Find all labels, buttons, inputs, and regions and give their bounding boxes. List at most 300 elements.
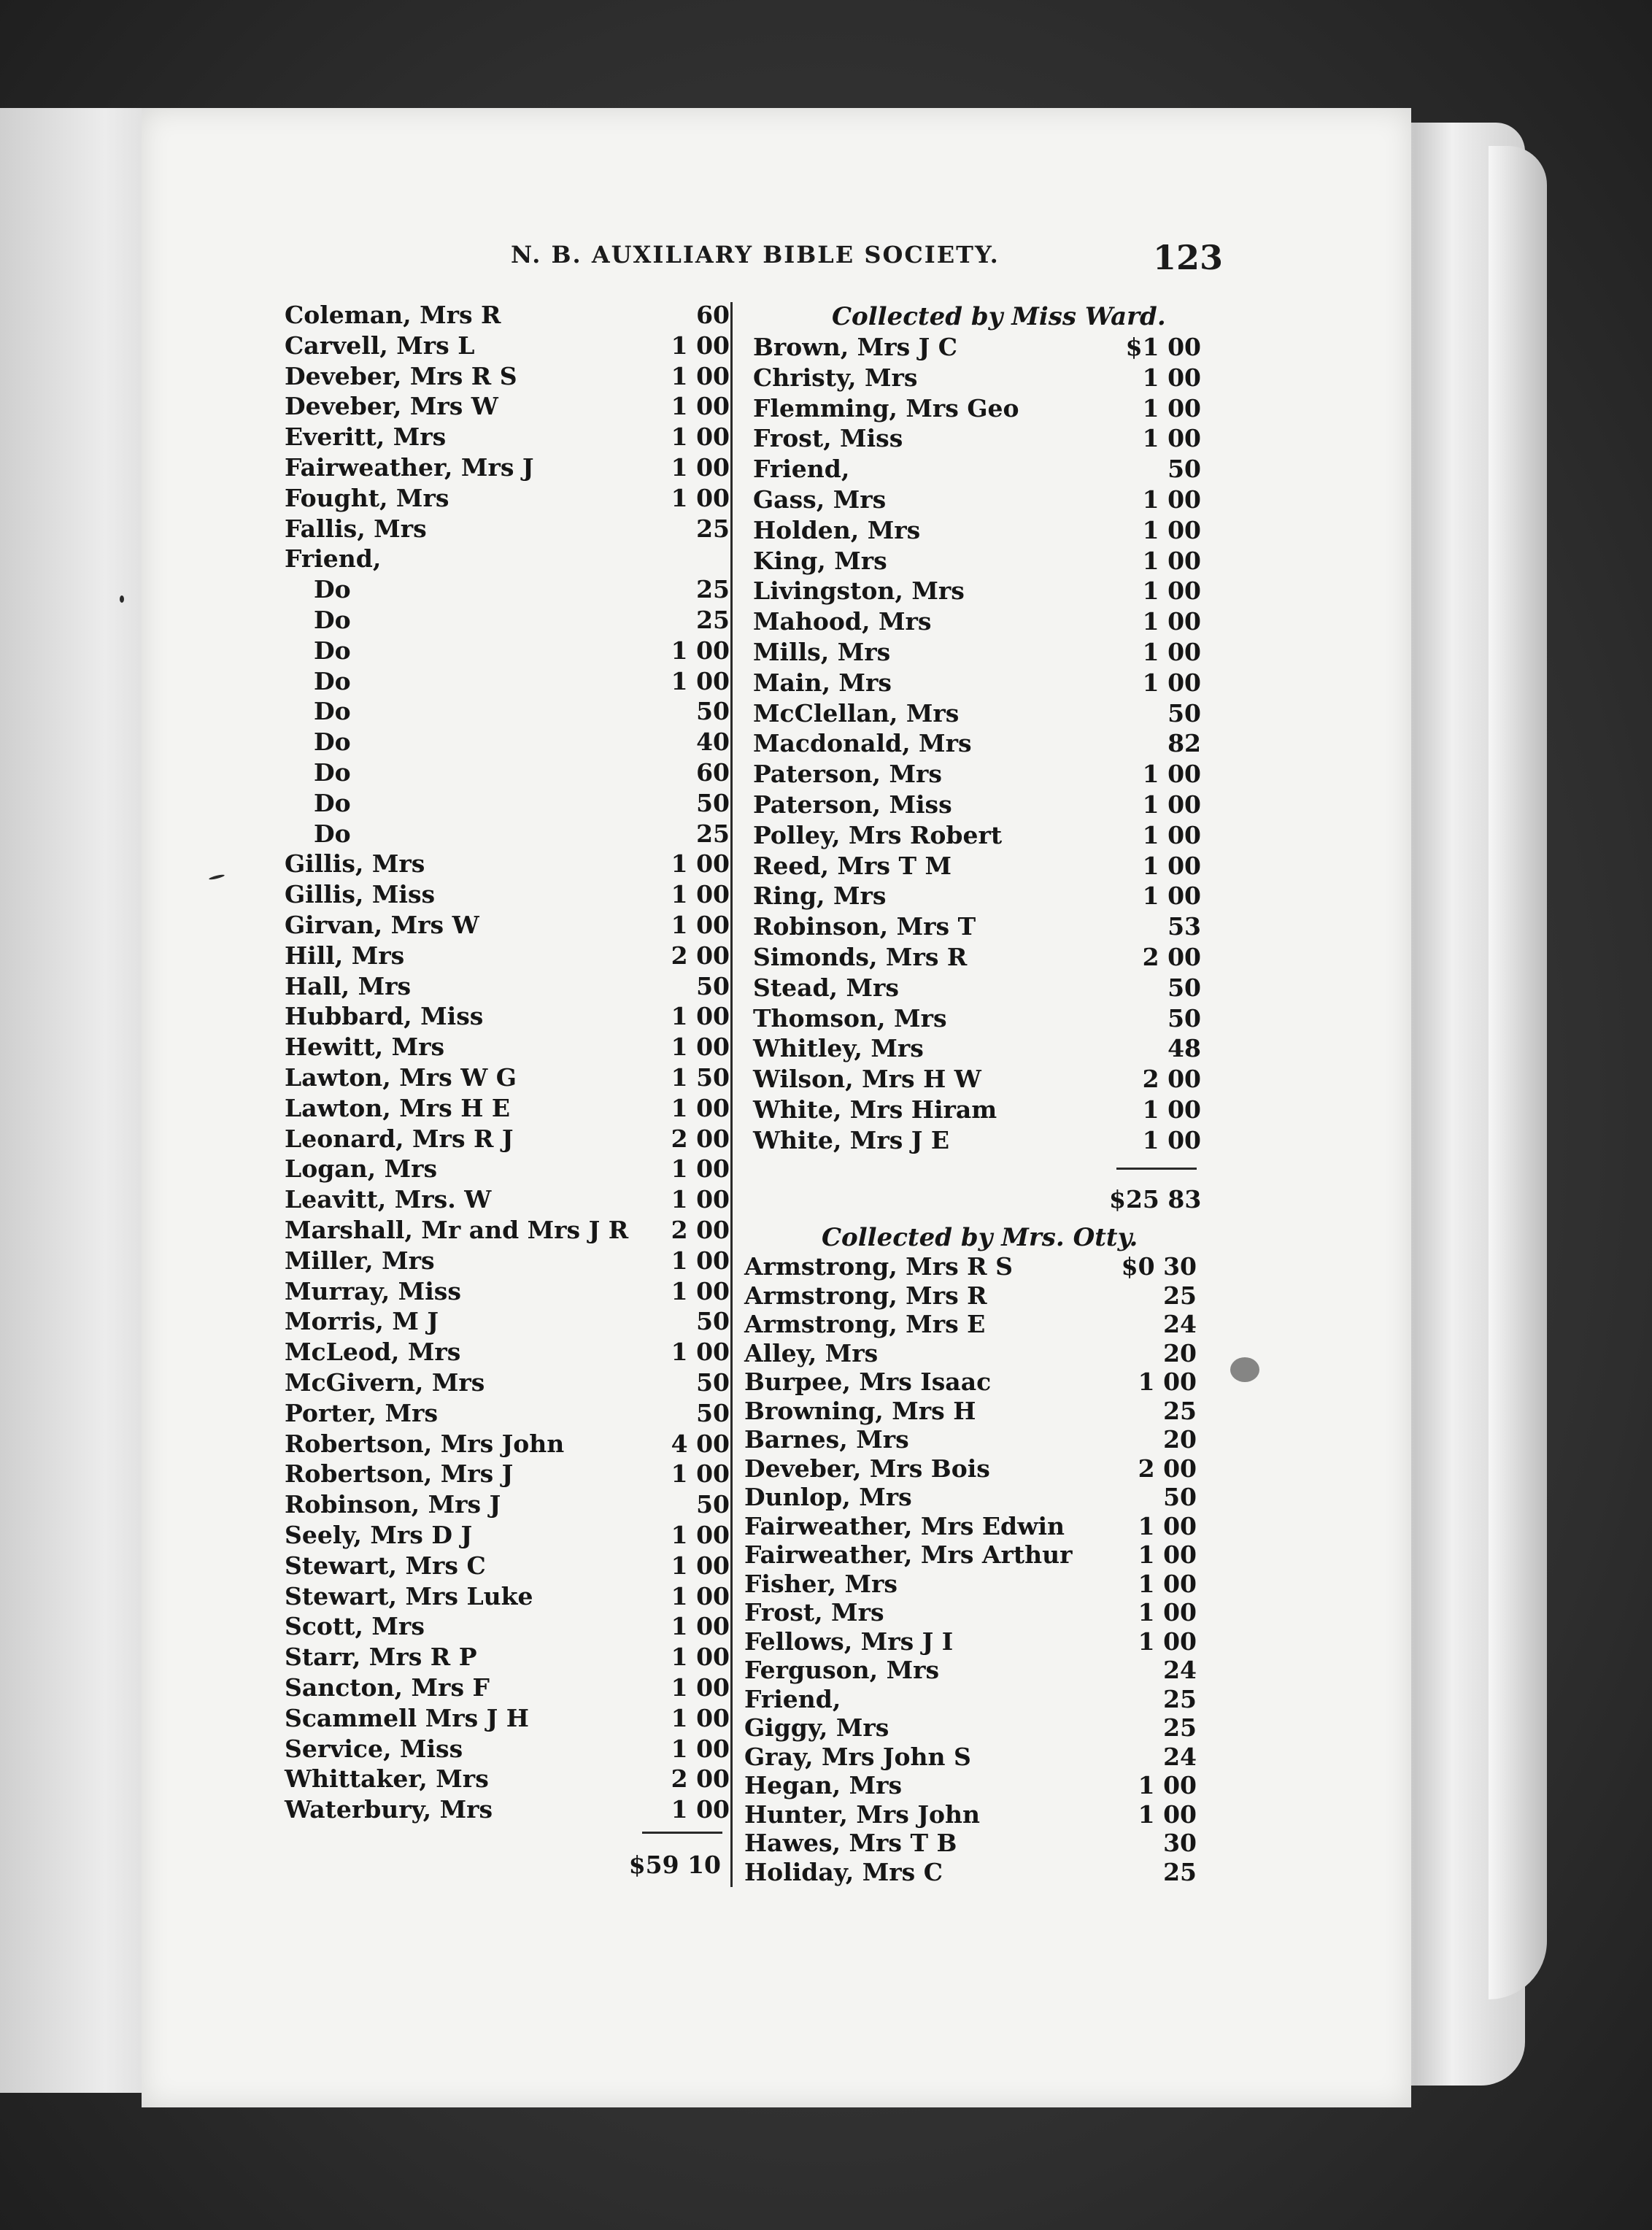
amount: 1 00	[671, 1795, 730, 1824]
ledger-row	[744, 1627, 1197, 1656]
amount: 60	[696, 758, 730, 787]
amount: 1 00	[671, 1002, 730, 1030]
ledger-row	[285, 1612, 730, 1641]
ledger-row	[285, 1795, 730, 1824]
amount: 20	[1163, 1425, 1197, 1454]
amount: 1 00	[1138, 1598, 1197, 1627]
amount: 1 00	[671, 1582, 730, 1610]
amount: 25	[1163, 1685, 1197, 1713]
ledger-row	[744, 1743, 1197, 1772]
ledger-row	[285, 1704, 730, 1733]
amount: 25	[1163, 1397, 1197, 1425]
contributor-name: Fought, Mrs	[285, 484, 449, 512]
ledger-row	[285, 1094, 730, 1123]
ledger-row	[744, 1483, 1197, 1512]
ledger-row	[753, 729, 1201, 758]
contributor-name: Hegan, Mrs	[744, 1771, 903, 1799]
ledger-row	[314, 606, 730, 635]
contributor-name: Fellows, Mrs J I	[744, 1627, 954, 1656]
contributor-name: Gray, Mrs John S	[744, 1743, 971, 1771]
ledger-row	[753, 363, 1201, 393]
ledger-row	[314, 728, 730, 757]
ledger-row	[285, 1002, 730, 1031]
amount: 1 00	[671, 392, 730, 420]
contributor-name: Christy, Mrs	[753, 363, 918, 392]
amount: 25	[696, 606, 730, 634]
ward-total-rule	[1116, 1168, 1197, 1170]
contributor-name: Paterson, Mrs	[753, 760, 942, 788]
amount: 1 00	[671, 1673, 730, 1702]
contributor-name: Gillis, Miss	[285, 880, 436, 908]
amount: 25	[1163, 1858, 1197, 1886]
amount: 24	[1163, 1743, 1197, 1771]
ledger-row	[285, 1063, 730, 1092]
contributor-name: Mills, Mrs	[753, 638, 891, 666]
ledger-row	[744, 1367, 1197, 1397]
ledger-row	[285, 1673, 730, 1702]
ledger-row	[744, 1858, 1197, 1887]
ledger-row	[744, 1252, 1197, 1281]
amount: 1 00	[671, 1154, 730, 1183]
left-total-rule	[642, 1832, 722, 1834]
contributor-name: Deveber, Mrs R S	[285, 362, 517, 390]
ledger-row	[285, 1277, 730, 1306]
ledger-row	[753, 1095, 1201, 1124]
ledger-row	[285, 1124, 730, 1154]
amount: 1 00	[1142, 790, 1201, 819]
ledger-row	[314, 636, 730, 665]
running-header: N. B. AUXILIARY BIBLE SOCIETY.	[511, 241, 1000, 269]
contributor-name: Flemming, Mrs Geo	[753, 394, 1019, 423]
contributor-name: Marshall, Mr and Mrs J R	[285, 1216, 629, 1244]
ledger-row	[753, 760, 1201, 789]
ledger-row	[285, 1643, 730, 1672]
contributor-name: Hunter, Mrs John	[744, 1800, 980, 1829]
contributor-name: Giggy, Mrs	[744, 1713, 889, 1742]
contributor-name: Friend,	[744, 1685, 841, 1713]
contributor-name: Murray, Miss	[285, 1277, 461, 1305]
ledger-row	[285, 1430, 730, 1459]
amount: 1 00	[1142, 547, 1201, 575]
ledger-row	[314, 819, 730, 849]
contributor-name: Everitt, Mrs	[285, 423, 447, 451]
amount: 1 00	[1142, 1126, 1201, 1154]
ledger-row	[744, 1540, 1197, 1570]
amount: 2 00	[671, 941, 730, 970]
amount: 2 00	[671, 1764, 730, 1793]
contributor-name: Scammell Mrs J H	[285, 1704, 529, 1732]
ledger-row	[285, 1368, 730, 1397]
ledger-row	[753, 333, 1201, 362]
contributor-name: Armstrong, Mrs R S	[744, 1252, 1013, 1281]
ledger-row	[314, 758, 730, 787]
ledger-row	[285, 1459, 730, 1489]
contributor-name: Deveber, Mrs W	[285, 392, 498, 420]
amount: 25	[696, 575, 730, 603]
contributor-name: Barnes, Mrs	[744, 1425, 909, 1454]
contributor-name: Carvell, Mrs L	[285, 331, 475, 360]
contributor-name: Robertson, Mrs J	[285, 1459, 514, 1488]
ledger-row	[753, 394, 1201, 423]
amount: 1 00	[671, 1277, 730, 1305]
contributor-name: Logan, Mrs	[285, 1154, 438, 1183]
ledger-row	[753, 668, 1201, 698]
amount: 1 00	[671, 1094, 730, 1122]
contributor-name: Stewart, Mrs Luke	[285, 1582, 533, 1610]
amount: 50	[696, 972, 730, 1000]
amount: 1 00	[671, 423, 730, 451]
contributor-name: Stead, Mrs	[753, 973, 899, 1002]
amount: 2 00	[671, 1124, 730, 1153]
contributor-name: Do	[314, 819, 351, 848]
ledger-row	[753, 638, 1201, 667]
ledger-row	[753, 576, 1201, 606]
ledger-row	[285, 1185, 730, 1214]
ledger-row	[753, 943, 1201, 972]
ledger-row	[753, 1034, 1201, 1063]
amount: 1 00	[1142, 576, 1201, 605]
ledger-row	[285, 1399, 730, 1428]
ledger-row	[753, 547, 1201, 576]
ledger-row	[285, 1338, 730, 1367]
amount: 1 00	[1138, 1570, 1197, 1598]
contributor-name: Ring, Mrs	[753, 881, 887, 910]
ledger-row	[285, 392, 730, 421]
otty-heading: Collected by Mrs. Otty.	[822, 1223, 1138, 1252]
amount: 25	[1163, 1281, 1197, 1310]
contributor-name: Burpee, Mrs Isaac	[744, 1367, 992, 1396]
column-divider	[730, 302, 733, 1887]
ledger-row	[285, 514, 730, 544]
contributor-name: Frost, Miss	[753, 424, 903, 452]
contributor-name: Robinson, Mrs T	[753, 912, 976, 941]
contributor-name: White, Mrs J E	[753, 1126, 950, 1154]
amount: 1 00	[1142, 760, 1201, 788]
amount: 82	[1167, 729, 1201, 757]
ledger-row	[753, 485, 1201, 514]
amount: 1 00	[1142, 394, 1201, 423]
amount: 1 00	[671, 362, 730, 390]
page-number: 123	[1153, 238, 1224, 277]
amount: 1 50	[671, 1063, 730, 1092]
amount: $0 30	[1121, 1252, 1197, 1281]
ledger-row	[753, 881, 1201, 911]
left-total: $59 10	[628, 1851, 721, 1879]
contributor-name: Browning, Mrs H	[744, 1397, 976, 1425]
ledger-row	[285, 1033, 730, 1062]
ledger-row	[744, 1829, 1197, 1858]
ledger-row	[744, 1570, 1197, 1599]
contributor-name: Deveber, Mrs Bois	[744, 1454, 990, 1483]
amount: 1 00	[671, 1551, 730, 1580]
ledger-row	[285, 880, 730, 909]
amount: 50	[696, 697, 730, 725]
ledger-row	[314, 667, 730, 696]
contributor-name: Gillis, Mrs	[285, 849, 425, 878]
amount: 30	[1163, 1829, 1197, 1857]
amount: 1 00	[671, 911, 730, 939]
contributor-name: Leonard, Mrs R J	[285, 1124, 514, 1153]
contributor-name: Wilson, Mrs H W	[753, 1065, 981, 1093]
ledger-row	[744, 1656, 1197, 1685]
amount: 1 00	[1142, 424, 1201, 452]
contributor-name: Gass, Mrs	[753, 485, 887, 514]
ledger-row	[744, 1800, 1197, 1829]
amount: 50	[696, 1399, 730, 1427]
contributor-name: McLeod, Mrs	[285, 1338, 461, 1366]
contributor-name: Main, Mrs	[753, 668, 892, 697]
amount: 50	[1167, 455, 1201, 483]
amount: 1 00	[1142, 363, 1201, 392]
ward-heading: Collected by Miss Ward.	[832, 302, 1166, 331]
contributor-name: Fairweather, Mrs J	[285, 453, 534, 482]
contributor-name: Thomson, Mrs	[753, 1004, 947, 1033]
amount: 50	[1167, 699, 1201, 728]
contributor-name: Whittaker, Mrs	[285, 1764, 489, 1793]
contributor-name: Dunlop, Mrs	[744, 1483, 912, 1511]
contributor-name: Do	[314, 758, 351, 787]
amount: 1 00	[1138, 1627, 1197, 1656]
ledger-row	[753, 424, 1201, 453]
ledger-row	[753, 1004, 1201, 1033]
amount: 1 00	[671, 636, 730, 665]
amount: $1 00	[1125, 333, 1201, 361]
contributor-name: Stewart, Mrs C	[285, 1551, 486, 1580]
amount: 1 00	[671, 1033, 730, 1061]
amount: 20	[1163, 1339, 1197, 1367]
amount: 50	[1167, 973, 1201, 1002]
amount: 4 00	[671, 1430, 730, 1458]
contributor-name: Livingston, Mrs	[753, 576, 965, 605]
amount: 1 00	[671, 331, 730, 360]
contributor-name: Hubbard, Miss	[285, 1002, 484, 1030]
contributor-name: Hill, Mrs	[285, 941, 405, 970]
contributor-name: Mahood, Mrs	[753, 607, 932, 636]
ledger-row	[744, 1771, 1197, 1800]
contributor-name: Do	[314, 667, 351, 695]
amount: 1 00	[671, 1643, 730, 1671]
contributor-name: Hewitt, Mrs	[285, 1033, 445, 1061]
contributor-name: Robinson, Mrs J	[285, 1490, 501, 1519]
amount: 1 00	[671, 1246, 730, 1275]
ledger-row	[314, 697, 730, 726]
ledger-row	[753, 607, 1201, 636]
contributor-name: Porter, Mrs	[285, 1399, 439, 1427]
amount: 1 00	[1142, 1095, 1201, 1124]
contributor-name: King, Mrs	[753, 547, 887, 575]
contributor-name: Friend,	[753, 455, 850, 483]
contributor-name: Do	[314, 789, 351, 817]
contributor-name: Scott, Mrs	[285, 1612, 425, 1640]
ledger-row	[285, 941, 730, 971]
amount: 50	[696, 1368, 730, 1397]
ledger-row	[744, 1685, 1197, 1714]
ledger-row	[285, 972, 730, 1001]
amount: 2 00	[1142, 943, 1201, 971]
ledger-row	[753, 516, 1201, 545]
amount: 50	[1163, 1483, 1197, 1511]
amount: 1 00	[671, 880, 730, 908]
ledger-row	[285, 1521, 730, 1550]
amount: 2 00	[1142, 1065, 1201, 1093]
contributor-name: Seely, Mrs D J	[285, 1521, 473, 1549]
amount: 1 00	[671, 1338, 730, 1366]
amount: 50	[696, 789, 730, 817]
contributor-name: Starr, Mrs R P	[285, 1643, 477, 1671]
amount: 1 00	[1142, 852, 1201, 880]
amount: 1 00	[1142, 638, 1201, 666]
contributor-name: McGivern, Mrs	[285, 1368, 485, 1397]
ledger-row	[285, 423, 730, 452]
contributor-name: Do	[314, 697, 351, 725]
ledger-row	[753, 790, 1201, 819]
contributor-name: Friend,	[285, 544, 382, 573]
contributor-name: Polley, Mrs Robert	[753, 821, 1003, 849]
contributor-name: Do	[314, 728, 351, 756]
amount: 1 00	[671, 1612, 730, 1640]
contributor-name: Whitley, Mrs	[753, 1034, 924, 1062]
ledger-row	[753, 973, 1201, 1003]
contributor-name: Fisher, Mrs	[744, 1570, 898, 1598]
ledger-row	[285, 362, 730, 391]
ledger-row	[314, 575, 730, 604]
contributor-name: Macdonald, Mrs	[753, 729, 972, 757]
ledger-row	[744, 1397, 1197, 1426]
amount: 1 00	[1138, 1540, 1197, 1569]
contributor-name: Alley, Mrs	[744, 1339, 879, 1367]
amount: 1 00	[1138, 1800, 1197, 1829]
ledger-row	[285, 301, 730, 330]
contributor-name: Lawton, Mrs W G	[285, 1063, 517, 1092]
ledger-row	[753, 699, 1201, 728]
ledger-row	[285, 1582, 730, 1611]
contributor-name: White, Mrs Hiram	[753, 1095, 997, 1124]
contributor-name: Fairweather, Mrs Edwin	[744, 1512, 1065, 1540]
ledger-row	[285, 1764, 730, 1794]
amount: 1 00	[1142, 881, 1201, 910]
ledger-row	[753, 852, 1201, 881]
amount: 1 00	[1138, 1367, 1197, 1396]
ledger-row	[753, 455, 1201, 484]
contributor-name: Sancton, Mrs F	[285, 1673, 490, 1702]
amount: 53	[1167, 912, 1201, 941]
amount: 1 00	[1142, 821, 1201, 849]
ledger-row	[753, 1126, 1201, 1155]
contributor-name: Hall, Mrs	[285, 972, 412, 1000]
ledger-row	[314, 789, 730, 818]
contributor-name: Fallis, Mrs	[285, 514, 427, 543]
scan-mark	[1289, 2161, 1293, 2188]
amount: 1 00	[1138, 1512, 1197, 1540]
contributor-name: Hawes, Mrs T B	[744, 1829, 957, 1857]
amount: 1 00	[671, 667, 730, 695]
contributor-name: Paterson, Miss	[753, 790, 952, 819]
scan-mark	[120, 595, 124, 603]
ledger-row	[753, 912, 1201, 941]
ledger-row	[285, 453, 730, 482]
ledger-row	[744, 1713, 1197, 1743]
amount: 1 00	[671, 1185, 730, 1214]
contributor-name: Frost, Mrs	[744, 1598, 884, 1627]
ledger-row	[744, 1512, 1197, 1541]
contributor-name: Do	[314, 606, 351, 634]
contributor-name: Reed, Mrs T M	[753, 852, 952, 880]
amount: 1 00	[671, 849, 730, 878]
ledger-row	[285, 331, 730, 360]
ledger-row	[285, 849, 730, 879]
contributor-name: Brown, Mrs J C	[753, 333, 958, 361]
contributor-name: Armstrong, Mrs E	[744, 1310, 986, 1338]
contributor-name: Simonds, Mrs R	[753, 943, 968, 971]
amount: 1 00	[1142, 668, 1201, 697]
amount: 50	[696, 1307, 730, 1335]
amount: 2 00	[671, 1216, 730, 1244]
amount: 1 00	[1142, 607, 1201, 636]
contributor-name: Do	[314, 636, 351, 665]
amount: 1 00	[1142, 485, 1201, 514]
contributor-name: Service, Miss	[285, 1735, 463, 1763]
ledger-row	[285, 1490, 730, 1519]
amount: 25	[696, 819, 730, 848]
amount: 1 00	[1138, 1771, 1197, 1799]
amount: 40	[696, 728, 730, 756]
amount: 1 00	[671, 1704, 730, 1732]
amount: 2 00	[1138, 1454, 1197, 1483]
contributor-name: Ferguson, Mrs	[744, 1656, 940, 1684]
ledger-row	[285, 1735, 730, 1764]
ledger-row	[744, 1425, 1197, 1454]
contributor-name: Armstrong, Mrs R	[744, 1281, 987, 1310]
amount: 24	[1163, 1656, 1197, 1684]
ledger-row	[753, 1065, 1201, 1094]
amount: 50	[1167, 1004, 1201, 1033]
ledger-row	[753, 821, 1201, 850]
contributor-name: Fairweather, Mrs Arthur	[744, 1540, 1073, 1569]
ledger-row	[744, 1310, 1197, 1339]
contributor-name: Waterbury, Mrs	[285, 1795, 493, 1824]
amount: 1 00	[671, 1459, 730, 1488]
contributor-name: McClellan, Mrs	[753, 699, 960, 728]
contributor-name: Do	[314, 575, 351, 603]
amount: 1 00	[1142, 516, 1201, 544]
ledger-row	[744, 1598, 1197, 1627]
amount: 24	[1163, 1310, 1197, 1338]
amount: 25	[1163, 1713, 1197, 1742]
contributor-name: Holden, Mrs	[753, 516, 921, 544]
amount: 50	[696, 1490, 730, 1519]
ledger-row	[285, 1551, 730, 1581]
contributor-name: Morris, M J	[285, 1307, 439, 1335]
amount: 1 00	[671, 453, 730, 482]
contributor-name: Holiday, Mrs C	[744, 1858, 943, 1886]
contributor-name: Leavitt, Mrs. W	[285, 1185, 492, 1214]
ledger-row	[744, 1339, 1197, 1368]
ledger-row	[285, 1307, 730, 1336]
contributor-name: Coleman, Mrs R	[285, 301, 501, 329]
contributor-name: Lawton, Mrs H E	[285, 1094, 511, 1122]
amount: 1 00	[671, 1521, 730, 1549]
ledger-row	[285, 911, 730, 940]
ledger-row	[744, 1454, 1197, 1484]
ledger-row	[285, 1216, 730, 1245]
amount: 1 00	[671, 484, 730, 512]
contributor-name: Girvan, Mrs W	[285, 911, 479, 939]
ledger-row	[285, 1154, 730, 1184]
ward-total: $25 83	[1109, 1185, 1202, 1214]
ledger-row	[285, 484, 730, 513]
ledger-row	[285, 544, 730, 574]
amount: 25	[696, 514, 730, 543]
